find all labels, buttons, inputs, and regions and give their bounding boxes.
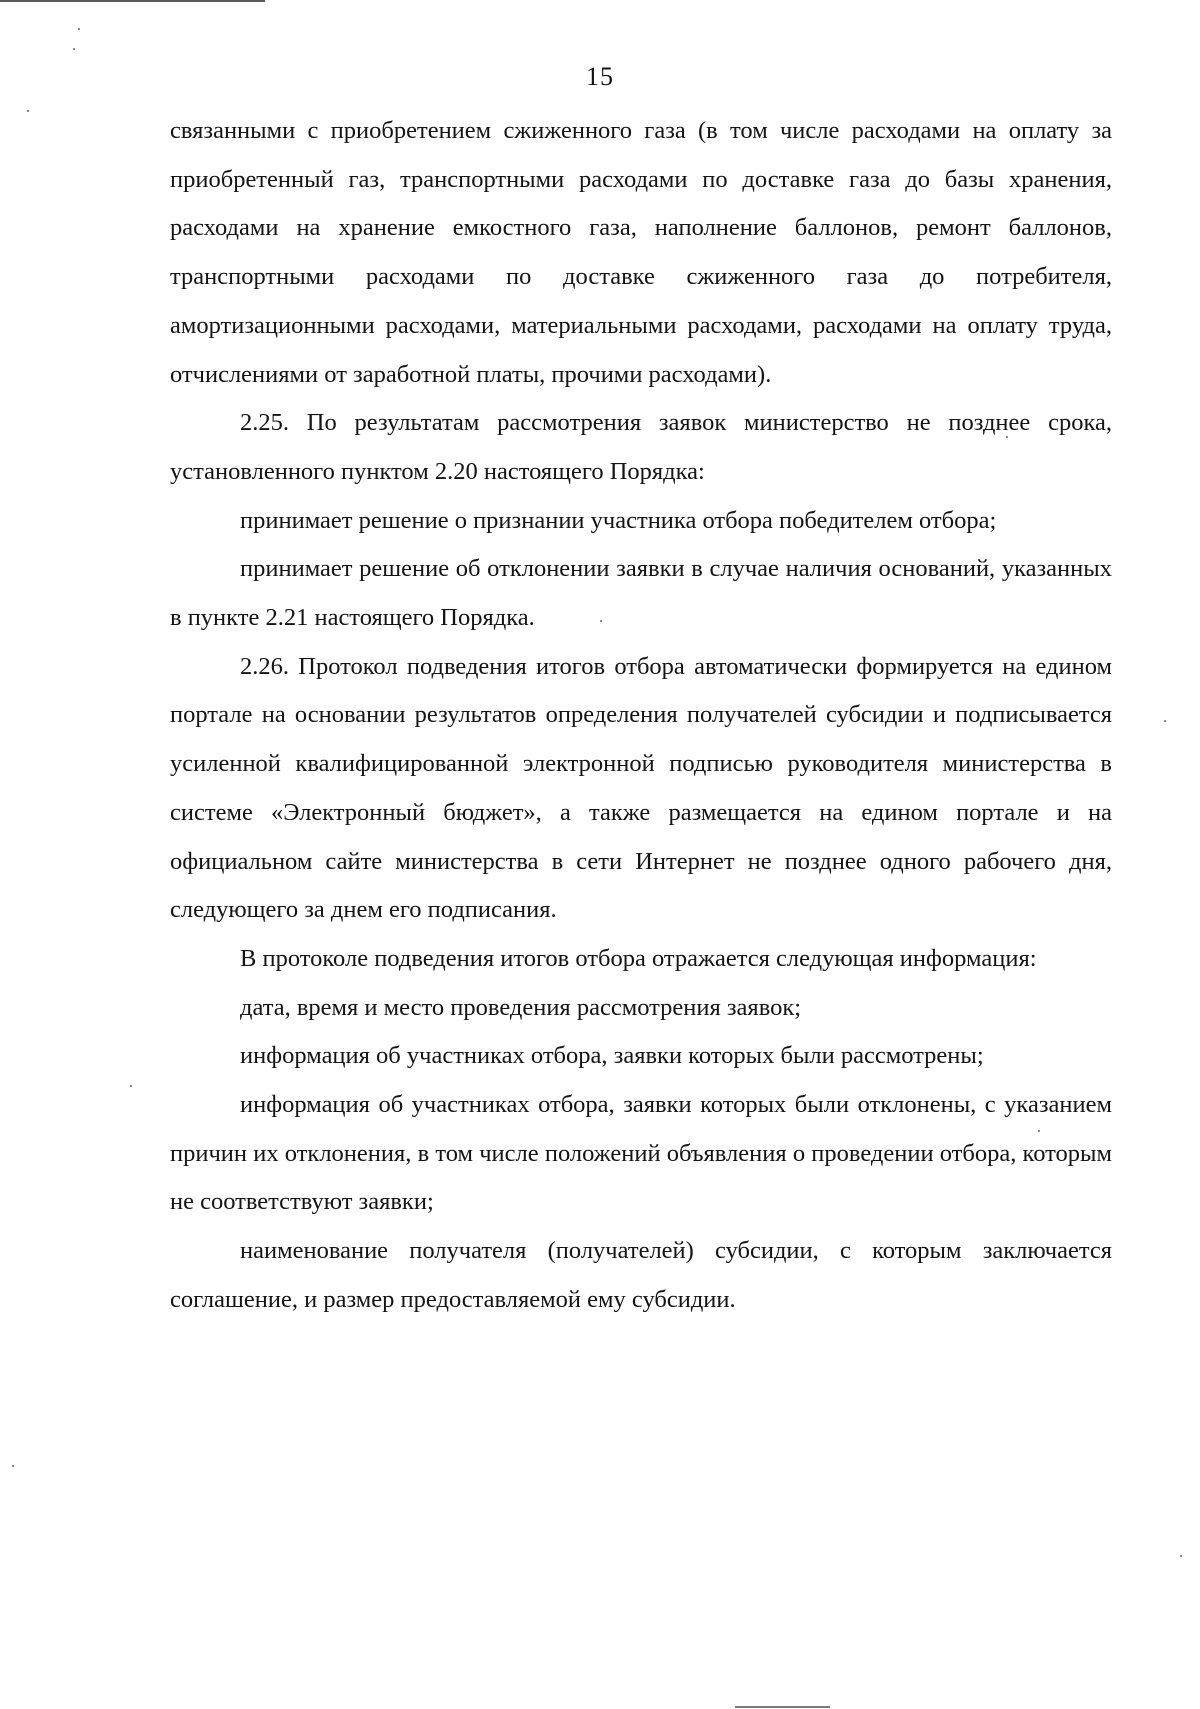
list-item-date-time-place: дата, время и место проведения рассмотрения заявок; (240, 993, 802, 1021)
scan-speck (1180, 1555, 1182, 1557)
document-body (170, 107, 1112, 1325)
paragraph-2-26: 2.26. Протокол подведения итогов отбора автоматически формируется на едином портале на основании результатов определения получателей субсидии и подписывается усиленной квалифицированной электронной подписью руководителя министерства в системе «Электронный бюджет», а также размещается на едином портале и на официальном сайте министерства в сети Интернет не позднее одного рабочего дня, следующего за днем его подписания. (170, 652, 1112, 924)
page-number: 15 (586, 62, 614, 91)
scan-edge-line-bottom (735, 1706, 830, 1708)
scan-speck (1006, 436, 1008, 438)
scan-speck (73, 48, 75, 50)
scan-speck (1164, 720, 1166, 722)
paragraph-decision-reject: принимает решение об отклонении заявки в случае наличия оснований, указанных в пункте 2.21 настоящего Порядка. (170, 555, 1112, 632)
list-item-reviewed-participants: информация об участниках отбора, заявки которых были рассмотрены; (240, 1042, 984, 1070)
scan-speck (12, 1465, 14, 1467)
list-item-recipient-name: наименование получателя (получателей) субсидии, с которым заключается соглашение, и размер предоставляемой ему субсидии. (170, 1237, 1112, 1313)
scan-speck (27, 110, 29, 112)
paragraph-protocol-info: В протоколе подведения итогов отбора отражается следующая информация: (240, 944, 1037, 972)
scan-edge-line-top (0, 0, 265, 2)
paragraph-decision-winner: принимает решение о признании участника отбора победителем отбора; (240, 506, 997, 534)
scan-speck (78, 28, 80, 30)
paragraph-continuation: связанными с приобретением сжиженного газа (в том числе расходами на оплату за приобретенный газ, транспортными расходами по доставке газа до базы хранения, расходами на хранение емкостного газа, наполнение баллонов, ремонт баллонов, транспортными расходами по доставке сжиженного газа до потребителя, амортизационными расходами, материальными расходами, расходами на оплату труда, отчислениями от заработной платы, прочими расходами). (170, 117, 1112, 388)
paragraph-2-25: 2.25. По результатам рассмотрения заявок министерство не позднее срока, установленного пунктом 2.20 настоящего Порядка: (170, 409, 1112, 485)
scan-speck (600, 620, 602, 622)
scan-speck (1038, 1130, 1040, 1132)
list-item-rejected-participants: информация об участниках отбора, заявки которых были отклонены, с указанием причин их отклонения, в том числе положений объявления о проведении отбора, которым не соответствуют заявки; (170, 1091, 1112, 1216)
scan-speck (130, 1085, 132, 1087)
